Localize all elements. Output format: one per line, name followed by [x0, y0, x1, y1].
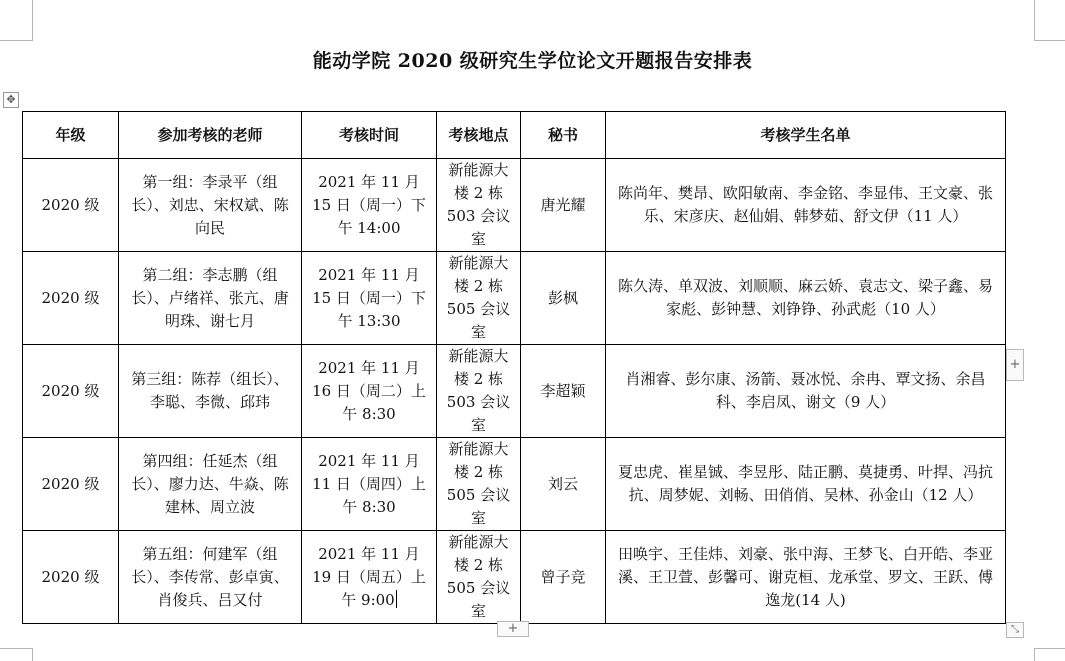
page-corner-mark-bottom-left — [0, 648, 33, 661]
cell-students[interactable]: 田唤宇、王佳炜、刘豪、张中海、王梦飞、白开皓、李亚溪、王卫萱、彭馨可、谢克桓、龙承堂、罗文、王跃、傅逸龙(14 人) — [606, 531, 1006, 624]
text-cursor — [396, 590, 397, 608]
table-row — [23, 345, 1006, 438]
header-grade: 年级 — [23, 112, 119, 159]
cell-time[interactable]: 2021 年 11 月 15 日（周一）下午 14:00 — [302, 159, 437, 252]
cell-students[interactable]: 陈久涛、单双波、刘顺顺、麻云娇、袁志文、梁子鑫、易家彪、彭钟慧、刘铮铮、孙武彪（10 人） — [606, 252, 1006, 345]
cell-teachers[interactable]: 第一组：李录平（组长）、刘忠、宋权斌、陈向民 — [119, 159, 302, 252]
add-row-plus-icon[interactable]: + — [497, 621, 529, 637]
cell-students[interactable]: 夏忠虎、崔星铖、李昱彤、陆正鹏、莫捷勇、叶捍、冯抗抗、周梦妮、刘畅、田俏俏、吴林、孙金山（12 人） — [606, 438, 1006, 531]
cell-grade[interactable]: 2020 级 — [23, 438, 119, 531]
cell-time[interactable]: 2021 年 11 月 11 日（周四）上午 8:30 — [302, 438, 437, 531]
table-move-handle-icon[interactable]: ✥ — [3, 92, 19, 108]
page-corner-mark-bottom-right — [1034, 648, 1065, 661]
cell-grade[interactable]: 2020 级 — [23, 159, 119, 252]
table-row — [23, 159, 1006, 252]
table-header-row — [23, 112, 1006, 159]
cell-time-text: 2021 年 11 月 19 日（周五）上午 9:00 — [312, 544, 426, 609]
page-corner-mark-top-right — [1034, 0, 1065, 41]
cell-time[interactable]: 2021 年 11 月 16 日（周二）上午 8:30 — [302, 345, 437, 438]
cell-teachers[interactable]: 第五组：何建军（组长）、李传常、彭卓寅、肖俊兵、吕又付 — [119, 531, 302, 624]
cell-teachers[interactable]: 第四组：任延杰（组长）、廖力达、牛焱、陈建林、周立波 — [119, 438, 302, 531]
header-time: 考核时间 — [302, 112, 437, 159]
header-location: 考核地点 — [437, 112, 521, 159]
cell-teachers[interactable]: 第二组：李志鹏（组长）、卢绪祥、张亢、唐明珠、谢七月 — [119, 252, 302, 345]
cell-time[interactable] — [302, 531, 437, 624]
cell-location[interactable]: 新能源大楼 2 栋 505 会议室 — [437, 531, 521, 624]
cell-location[interactable]: 新能源大楼 2 栋 505 会议室 — [437, 438, 521, 531]
cell-grade[interactable]: 2020 级 — [23, 345, 119, 438]
table-row — [23, 252, 1006, 345]
header-students: 考核学生名单 — [606, 112, 1006, 159]
add-column-plus-icon[interactable]: + — [1006, 349, 1024, 381]
schedule-table — [22, 111, 1006, 624]
cell-secretary[interactable]: 李超颖 — [521, 345, 606, 438]
cell-time[interactable]: 2021 年 11 月 15 日（周一）下午 13:30 — [302, 252, 437, 345]
page-corner-mark-top-left — [0, 0, 33, 41]
cell-teachers[interactable]: 第三组：陈荐（组长）、李聪、李微、邱玮 — [119, 345, 302, 438]
cell-students[interactable]: 陈尚年、樊昂、欧阳敏南、李金铭、李显伟、王文豪、张乐、宋彦庆、赵仙娟、韩梦茹、舒文伊（11 人） — [606, 159, 1006, 252]
header-teachers: 参加考核的老师 — [119, 112, 302, 159]
cell-secretary[interactable]: 刘云 — [521, 438, 606, 531]
table-row — [23, 438, 1006, 531]
table-resize-diagonal-icon[interactable]: ⤡ — [1006, 622, 1024, 638]
cell-location[interactable]: 新能源大楼 2 栋 503 会议室 — [437, 159, 521, 252]
cell-grade[interactable]: 2020 级 — [23, 252, 119, 345]
table-row — [23, 531, 1006, 624]
cell-location[interactable]: 新能源大楼 2 栋 505 会议室 — [437, 252, 521, 345]
cell-secretary[interactable]: 曾子竞 — [521, 531, 606, 624]
document-title: 能动学院 2020 级研究生学位论文开题报告安排表 — [312, 50, 753, 72]
cell-secretary[interactable]: 唐光耀 — [521, 159, 606, 252]
cell-students[interactable]: 肖湘睿、彭尔康、汤箭、聂冰悦、余冉、覃文扬、余昌科、李启凤、谢文（9 人） — [606, 345, 1006, 438]
cell-secretary[interactable]: 彭枫 — [521, 252, 606, 345]
header-secretary: 秘书 — [521, 112, 606, 159]
cell-grade[interactable]: 2020 级 — [23, 531, 119, 624]
cell-location[interactable]: 新能源大楼 2 栋 503 会议室 — [437, 345, 521, 438]
